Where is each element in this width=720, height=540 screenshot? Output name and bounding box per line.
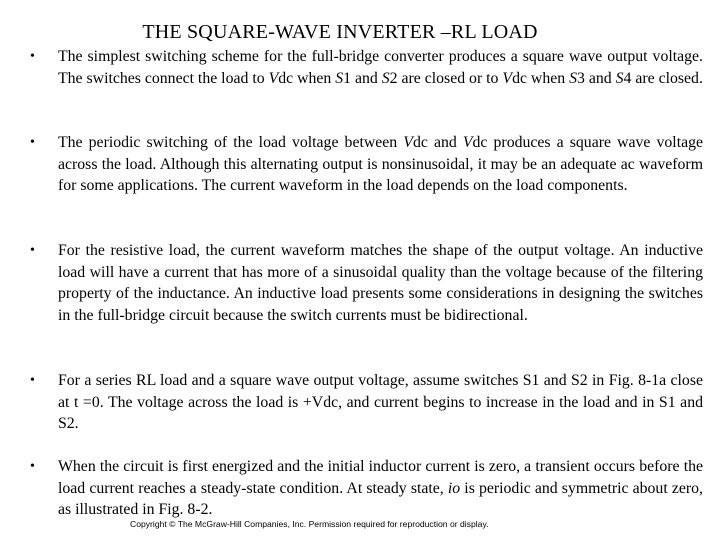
text-run: dc and [412, 134, 463, 151]
bullet-icon: • [30, 135, 35, 150]
italic-text-run: io [447, 479, 461, 497]
text-run: The simplest switching scheme for the full-bridge converter produces a square wave output voltage. The switches connect the load to [58, 48, 703, 87]
text-run: dc when [512, 69, 570, 87]
text-run: 3 and [577, 69, 616, 87]
bullet-icon: • [30, 459, 35, 474]
bullet-icon: • [30, 243, 35, 258]
text-run: dc produces a square wave voltage across the load. Although this alternating output is nonsinusoidal, it may be an adequate ac waveform for some applications. The current waveform in the load depends on the load components. [58, 134, 704, 195]
copyright-notice: Copyright © The McGraw-Hill Companies, Inc. Permission required for reproduction or display. [130, 519, 489, 529]
italic-text-run: V [403, 134, 413, 151]
italic-text-run: S [335, 69, 344, 87]
italic-text-run: S [615, 69, 624, 87]
text-run: dc when [278, 69, 336, 87]
bullet-text [58, 240, 703, 326]
italic-text-run: V [462, 134, 473, 151]
bullet-text [58, 132, 703, 197]
bullet-text [58, 456, 703, 521]
bullet-icon: • [30, 49, 35, 64]
italic-text-run: V [502, 69, 513, 87]
text-run: The periodic switching of the load voltage between [58, 134, 404, 151]
text-run: When the circuit is first energized and the initial inductor current is zero, a transient occurs before the load current reaches a steady-state condition. At steady state, [58, 458, 703, 497]
text-run: For a series RL load and a square wave output voltage, assume switches S1 and S2 in Fig. 8-1a close at t =0. The voltage across the load is +Vdc, and current begins to increase in the load and in S1 and S2. [58, 372, 703, 433]
bullet-text [58, 46, 703, 89]
italic-text-run: V [268, 69, 279, 87]
bullet-icon: • [30, 373, 35, 388]
bullet-text [58, 370, 703, 435]
text-run: is periodic and symmetric about zero, as illustrated in Fig. 8-2. [58, 479, 703, 519]
text-run: 1 and [343, 69, 382, 87]
slide-title: THE SQUARE-WAVE INVERTER –RL LOAD [142, 21, 538, 43]
italic-text-run: S [569, 69, 577, 87]
text-run: 2 are closed or to [389, 69, 503, 87]
text-run: For the resistive load, the current waveform matches the shape of the output voltage. An inductive load will have a current that has more of a sinusoidal quality than the voltage because of the filtering property of the inductance. An inductive load presents some considerations in designing the switches in the full-bridge circuit because the switch currents must be bidirectional. [58, 242, 703, 324]
text-run: 4 are closed. [623, 69, 703, 87]
italic-text-run: S [381, 69, 390, 87]
